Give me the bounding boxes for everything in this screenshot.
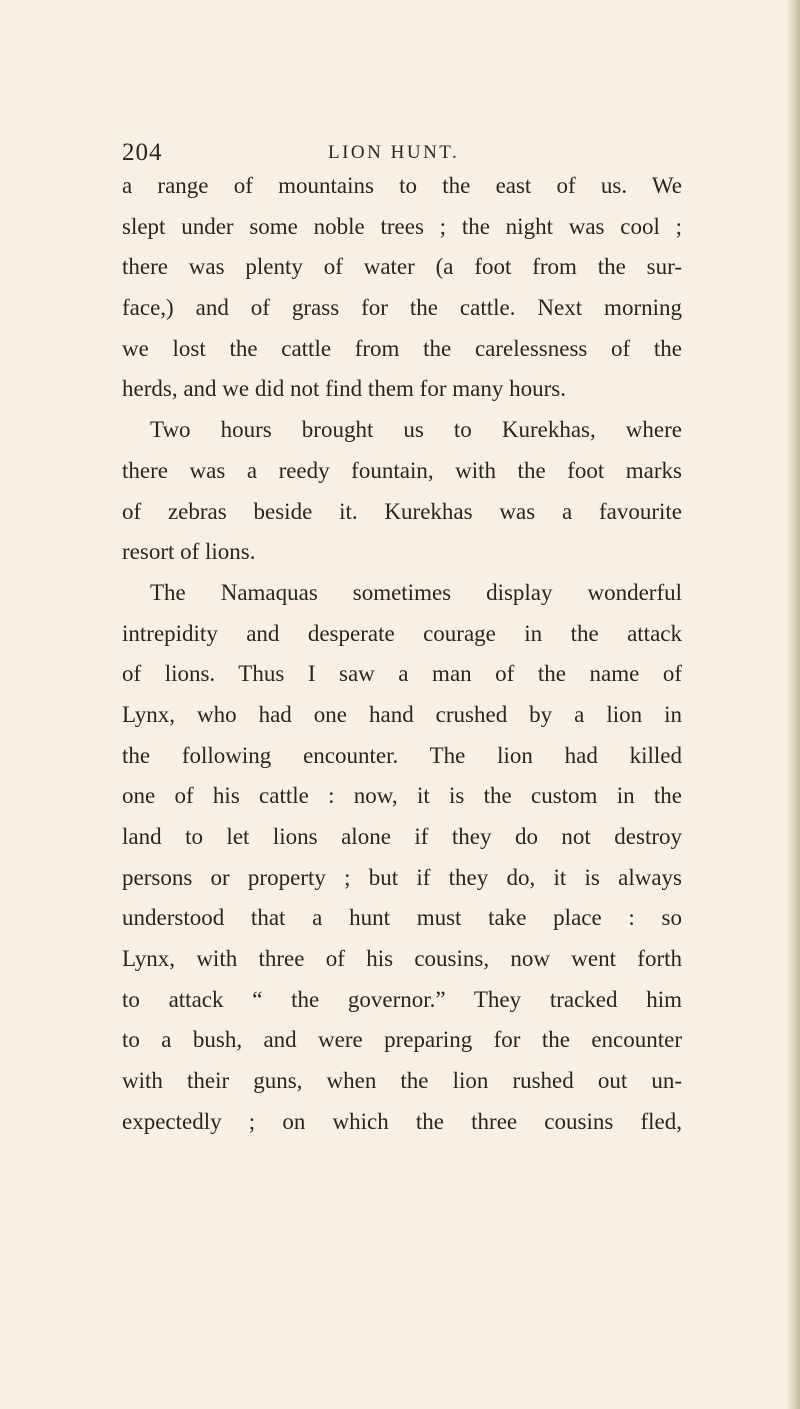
text-line: to a bush, and were preparing for the encounter	[122, 1027, 682, 1053]
text-line: herds, and we did not find them for many hours.	[122, 376, 566, 402]
text-line: land to let lions alone if they do not destroy	[122, 824, 682, 849]
page-number: 204	[122, 139, 163, 166]
text-line: of lions. Thus I saw a man of the name of	[122, 661, 682, 687]
text-line: with their guns, when the lion rushed out un-	[122, 1068, 682, 1094]
text-line: the following encounter. The lion had killed	[122, 742, 682, 768]
text-line: slept under some noble trees ; the night was cool ;	[122, 213, 682, 239]
text-line: there was plenty of water (a foot from the sur-	[122, 254, 682, 280]
text-line: face,) and of grass for the cattle. Next morning	[122, 295, 682, 321]
page-edge-shadow	[786, 0, 800, 1409]
text-line: Lynx, with three of his cousins, now went forth	[122, 946, 682, 972]
text-line: we lost the cattle from the carelessness of the	[122, 335, 682, 361]
text-line: one of his cattle : now, it is the custom in the	[122, 783, 682, 809]
text-line: persons or property ; but if they do, it is always	[122, 864, 682, 890]
paragraph-start-line: Two hours brought us to Kurekhas, where	[150, 417, 682, 443]
text-line: Lynx, who had one hand crushed by a lion in	[122, 701, 682, 727]
running-title: LION HUNT.	[328, 142, 460, 163]
text-line: a range of mountains to the east of us. We	[122, 173, 682, 198]
paragraph-start-line: The Namaquas sometimes display wonderful	[150, 579, 682, 605]
text-line: understood that a hunt must take place : so	[122, 905, 682, 931]
text-line: of zebras beside it. Kurekhas was a favourite	[122, 498, 682, 524]
text-line: expectedly ; on which the three cousins fled,	[122, 1108, 682, 1134]
body-text	[122, 166, 682, 1143]
text-line: there was a reedy fountain, with the foot marks	[122, 457, 682, 483]
text-line: resort of lions.	[122, 539, 256, 565]
text-line: intrepidity and desperate courage in the attack	[122, 620, 682, 646]
text-line: to attack “ the governor.” They tracked him	[122, 986, 682, 1012]
